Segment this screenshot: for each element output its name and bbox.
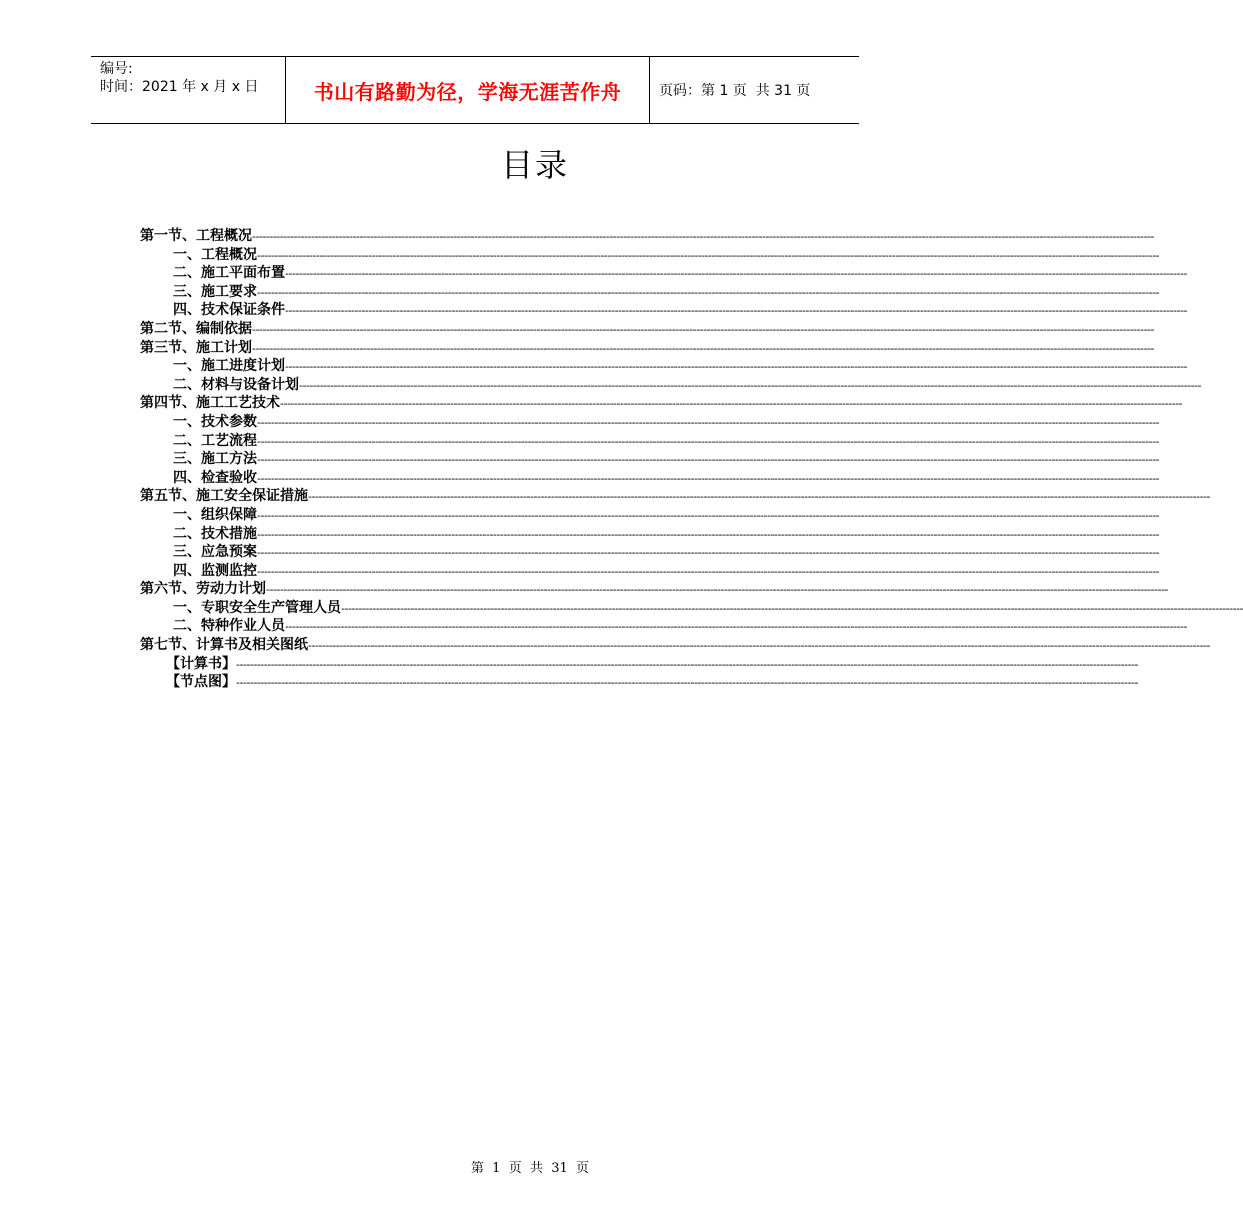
toc-entry-label: 二、施工平面布置 (173, 265, 285, 282)
toc-entry-label: 第二节、编制依据 (140, 320, 252, 337)
toc-leader-dashes: -------------------------------------------------------------------------------------------------------------------------------------------------------------------------------------------------------------------------------------------------------------------- (257, 471, 1160, 485)
toc-leader-dashes: -------------------------------------------------------------------------------------------------------------------------------------------------------------------------------------------------------------------------------------------------------------------- (299, 378, 1202, 392)
toc-entry-label: 第七节、计算书及相关图纸 (140, 637, 308, 654)
toc-entry-label: 第一节、工程概况 (140, 228, 252, 244)
toc-leader-dashes: -------------------------------------------------------------------------------------------------------------------------------------------------------------------------------------------------------------------------------------------------------------------- (257, 434, 1160, 448)
toc-entry[interactable] (140, 320, 1155, 339)
serial-label: 编号: (100, 61, 133, 77)
toc-leader-dashes: -------------------------------------------------------------------------------------------------------------------------------------------------------------------------------------------------------------------------------------------------------------------- (252, 322, 1155, 336)
toc-leader-dashes: -------------------------------------------------------------------------------------------------------------------------------------------------------------------------------------------------------------------------------------------------------------------- (257, 546, 1160, 560)
toc-leader-dashes: -------------------------------------------------------------------------------------------------------------------------------------------------------------------------------------------------------------------------------------------------------------------- (285, 620, 1188, 634)
toc-entry-label: 第四节、施工工艺技术 (140, 395, 280, 412)
toc-entry-label: 四、技术保证条件 (173, 302, 285, 319)
toc-entry[interactable] (140, 357, 1188, 376)
toc-leader-dashes: -------------------------------------------------------------------------------------------------------------------------------------------------------------------------------------------------------------------------------------------------------------------- (257, 453, 1160, 467)
toc-entry-label: 一、专职安全生产管理人员 (173, 599, 341, 616)
toc-entry[interactable] (140, 562, 1160, 581)
page-footer: 第 1 页 共 31 页 (470, 1161, 590, 1176)
toc-entry[interactable] (140, 617, 1188, 636)
time-label: 时间：2021 年 x 月 x 日 (100, 79, 259, 95)
toc-entry-label: 一、施工进度计划 (173, 358, 285, 375)
toc-entry-label: 一、工程概况 (173, 246, 257, 263)
toc-entry[interactable] (140, 246, 1160, 265)
toc-entry[interactable] (140, 673, 1139, 692)
toc-entry-label: 四、检查验收 (173, 469, 257, 486)
toc-leader-dashes: -------------------------------------------------------------------------------------------------------------------------------------------------------------------------------------------------------------------------------------------------------------------- (280, 397, 1183, 411)
toc-leader-dashes: -------------------------------------------------------------------------------------------------------------------------------------------------------------------------------------------------------------------------------------------------------------------- (308, 639, 1211, 653)
toc-entry-label: 三、施工要求 (173, 283, 257, 300)
header-motto: 书山有路勤为径，学海无涯苦作舟 (286, 57, 650, 123)
table-of-contents (140, 227, 1243, 692)
toc-entry[interactable] (140, 469, 1160, 488)
toc-entry[interactable] (140, 339, 1155, 358)
toc-leader-dashes: -------------------------------------------------------------------------------------------------------------------------------------------------------------------------------------------------------------------------------------------------------------------- (236, 676, 1139, 690)
toc-leader-dashes: -------------------------------------------------------------------------------------------------------------------------------------------------------------------------------------------------------------------------------------------------------------------- (257, 415, 1160, 429)
toc-leader-dashes: -------------------------------------------------------------------------------------------------------------------------------------------------------------------------------------------------------------------------------------------------------------------- (257, 508, 1160, 522)
toc-leader-dashes: -------------------------------------------------------------------------------------------------------------------------------------------------------------------------------------------------------------------------------------------------------------------- (252, 230, 1155, 243)
page-header (91, 56, 859, 124)
toc-leader-dashes: -------------------------------------------------------------------------------------------------------------------------------------------------------------------------------------------------------------------------------------------------------------------- (236, 657, 1139, 671)
toc-leader-dashes: -------------------------------------------------------------------------------------------------------------------------------------------------------------------------------------------------------------------------------------------------------------------- (266, 583, 1169, 597)
toc-entry-label: 第五节、施工安全保证措施 (140, 488, 308, 505)
toc-entry[interactable] (140, 506, 1160, 525)
toc-entry-label: 二、材料与设备计划 (173, 376, 299, 393)
toc-entry[interactable] (140, 283, 1160, 302)
toc-entry[interactable] (140, 432, 1160, 451)
toc-leader-dashes: -------------------------------------------------------------------------------------------------------------------------------------------------------------------------------------------------------------------------------------------------------------------- (257, 527, 1160, 541)
toc-leader-dashes: -------------------------------------------------------------------------------------------------------------------------------------------------------------------------------------------------------------------------------------------------------------------- (308, 490, 1211, 504)
toc-entry[interactable] (140, 450, 1160, 469)
toc-entry-label: 第三节、施工计划 (140, 339, 252, 356)
toc-entry-label: 【节点图】 (166, 674, 236, 691)
toc-entry-label: 一、技术参数 (173, 413, 257, 430)
toc-entry[interactable] (140, 413, 1160, 432)
toc-leader-dashes: -------------------------------------------------------------------------------------------------------------------------------------------------------------------------------------------------------------------------------------------------------------------- (257, 285, 1160, 299)
toc-entry[interactable] (140, 636, 1211, 655)
header-page-info: 页码：第 1 页 共 31 页 (659, 83, 811, 99)
toc-entry-label: 三、施工方法 (173, 451, 257, 468)
toc-entry[interactable] (140, 580, 1169, 599)
toc-entry[interactable] (140, 394, 1183, 413)
toc-entry[interactable] (140, 376, 1202, 395)
toc-entry[interactable] (140, 487, 1211, 506)
toc-entry[interactable] (140, 655, 1139, 674)
toc-entry[interactable] (140, 525, 1160, 544)
page-title: 目录 (500, 146, 569, 184)
toc-entry-label: 三、应急预案 (173, 544, 257, 561)
toc-leader-dashes: -------------------------------------------------------------------------------------------------------------------------------------------------------------------------------------------------------------------------------------------------------------------- (341, 601, 1243, 615)
toc-entry[interactable] (140, 301, 1188, 320)
toc-leader-dashes: -------------------------------------------------------------------------------------------------------------------------------------------------------------------------------------------------------------------------------------------------------------------- (285, 360, 1188, 374)
toc-entry-label: 二、工艺流程 (173, 432, 257, 449)
toc-entry-label: 四、监测监控 (173, 562, 257, 579)
toc-entry-label: 第六节、劳动力计划 (140, 581, 266, 598)
toc-entry-label: 二、特种作业人员 (173, 618, 285, 635)
toc-entry[interactable] (140, 599, 1243, 618)
toc-leader-dashes: -------------------------------------------------------------------------------------------------------------------------------------------------------------------------------------------------------------------------------------------------------------------- (285, 304, 1188, 318)
toc-leader-dashes: -------------------------------------------------------------------------------------------------------------------------------------------------------------------------------------------------------------------------------------------------------------------- (252, 341, 1155, 355)
header-meta (91, 57, 286, 123)
toc-entry[interactable] (140, 543, 1160, 562)
toc-entry[interactable] (140, 264, 1188, 283)
toc-entry-label: 【计算书】 (166, 655, 236, 672)
toc-entry-label: 一、组织保障 (173, 506, 257, 523)
toc-leader-dashes: -------------------------------------------------------------------------------------------------------------------------------------------------------------------------------------------------------------------------------------------------------------------- (285, 267, 1188, 281)
toc-entry-label: 二、技术措施 (173, 525, 257, 542)
toc-leader-dashes: -------------------------------------------------------------------------------------------------------------------------------------------------------------------------------------------------------------------------------------------------------------------- (257, 564, 1160, 578)
toc-leader-dashes: -------------------------------------------------------------------------------------------------------------------------------------------------------------------------------------------------------------------------------------------------------------------- (257, 248, 1160, 262)
toc-entry[interactable] (140, 227, 1155, 246)
